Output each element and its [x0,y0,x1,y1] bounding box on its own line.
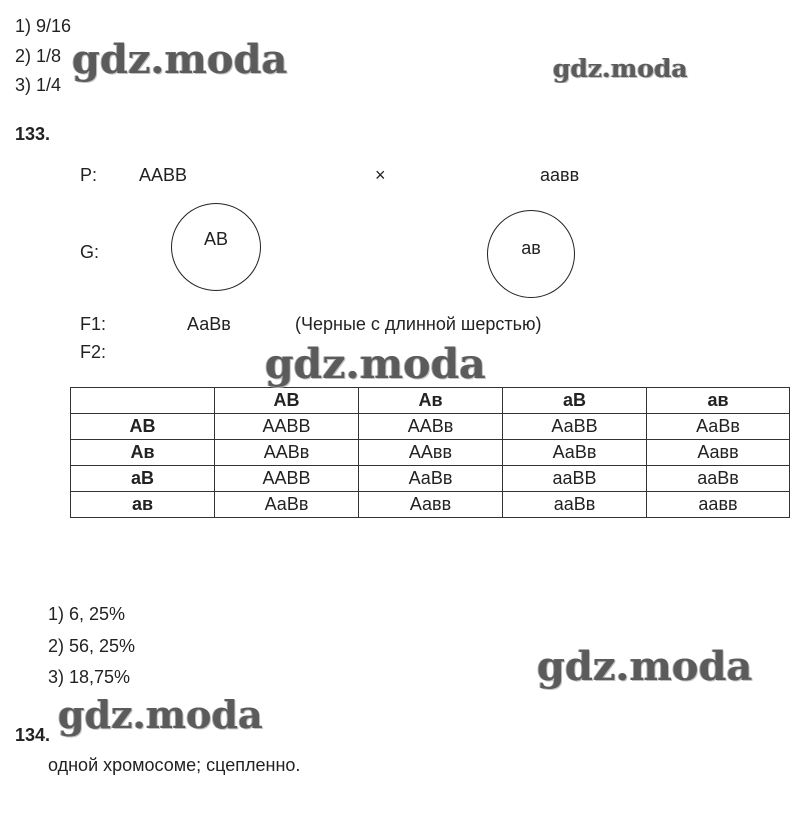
task-134-number: 134. [15,725,51,745]
punnett-cell: ААвв [359,440,503,466]
punnett-corner-cell [71,388,215,414]
task-134-text: одной хромосоме; сцепленно. [48,755,301,775]
punnett-col-header: АВ [215,388,359,414]
punnett-cell: ААВВ [215,414,359,440]
gamete-1: АВ [203,228,228,249]
punnett-cell: АаВв [359,466,503,492]
punnett-cell: ААВВ [215,466,359,492]
punnett-cell: ааВВ [503,466,647,492]
punnett-cell: АаВв [503,440,647,466]
watermark-logo: gdz.moda [537,643,753,690]
punnett-cell: ааВв [647,466,790,492]
punnett-cell: Аавв [359,492,503,518]
punnett-row [71,492,790,518]
gamete-circle-1 [171,203,261,291]
punnett-cell: ААВв [215,440,359,466]
punnett-cell: Аавв [647,440,790,466]
punnett-cell: ААВв [359,414,503,440]
task-133-answer-2: 2) 56, 25% [48,636,136,656]
f1-genotype: АаВв [187,314,231,334]
p-parent-1: AABB [139,165,188,185]
punnett-col-header: аВ [503,388,647,414]
punnett-row [71,440,790,466]
punnett-cell: АаВв [215,492,359,518]
punnett-row-header: АВ [71,414,215,440]
top-answer-2: 2) 1/8 [15,46,62,66]
punnett-square [70,387,790,518]
f1-note: (Черные с длинной шерстью) [295,314,542,334]
f1-label: F1: [80,314,107,334]
gamete-2: ав [521,237,541,258]
punnett-row [71,414,790,440]
watermark-logo: gdz.moda [553,54,688,83]
watermark-logo: gdz.moda [265,340,486,388]
top-answer-3: 3) 1/4 [15,75,62,95]
gamete-circle-2 [487,210,575,298]
task-133-answer-3: 3) 18,75% [48,667,131,687]
punnett-row-header: Ав [71,440,215,466]
punnett-cell: АаВВ [503,414,647,440]
punnett-row-header: ав [71,492,215,518]
top-answer-1: 1) 9/16 [15,16,72,36]
task-133-answer-1: 1) 6, 25% [48,604,126,624]
f2-label: F2: [80,342,107,362]
watermark-logo: gdz.moda [58,692,263,737]
punnett-col-header: Ав [359,388,503,414]
punnett-header-row [71,388,790,414]
punnett-cell: аавв [647,492,790,518]
task-133-number: 133. [15,124,51,144]
p-parent-2: аавв [540,165,580,185]
punnett-cell: АаВв [647,414,790,440]
cross-symbol: × [375,165,386,185]
punnett-row-header: аВ [71,466,215,492]
watermark-logo: gdz.moda [72,36,288,83]
punnett-col-header: ав [647,388,790,414]
p-label: P: [80,165,98,185]
punnett-cell: ааВв [503,492,647,518]
g-label: G: [80,242,100,262]
punnett-row [71,466,790,492]
